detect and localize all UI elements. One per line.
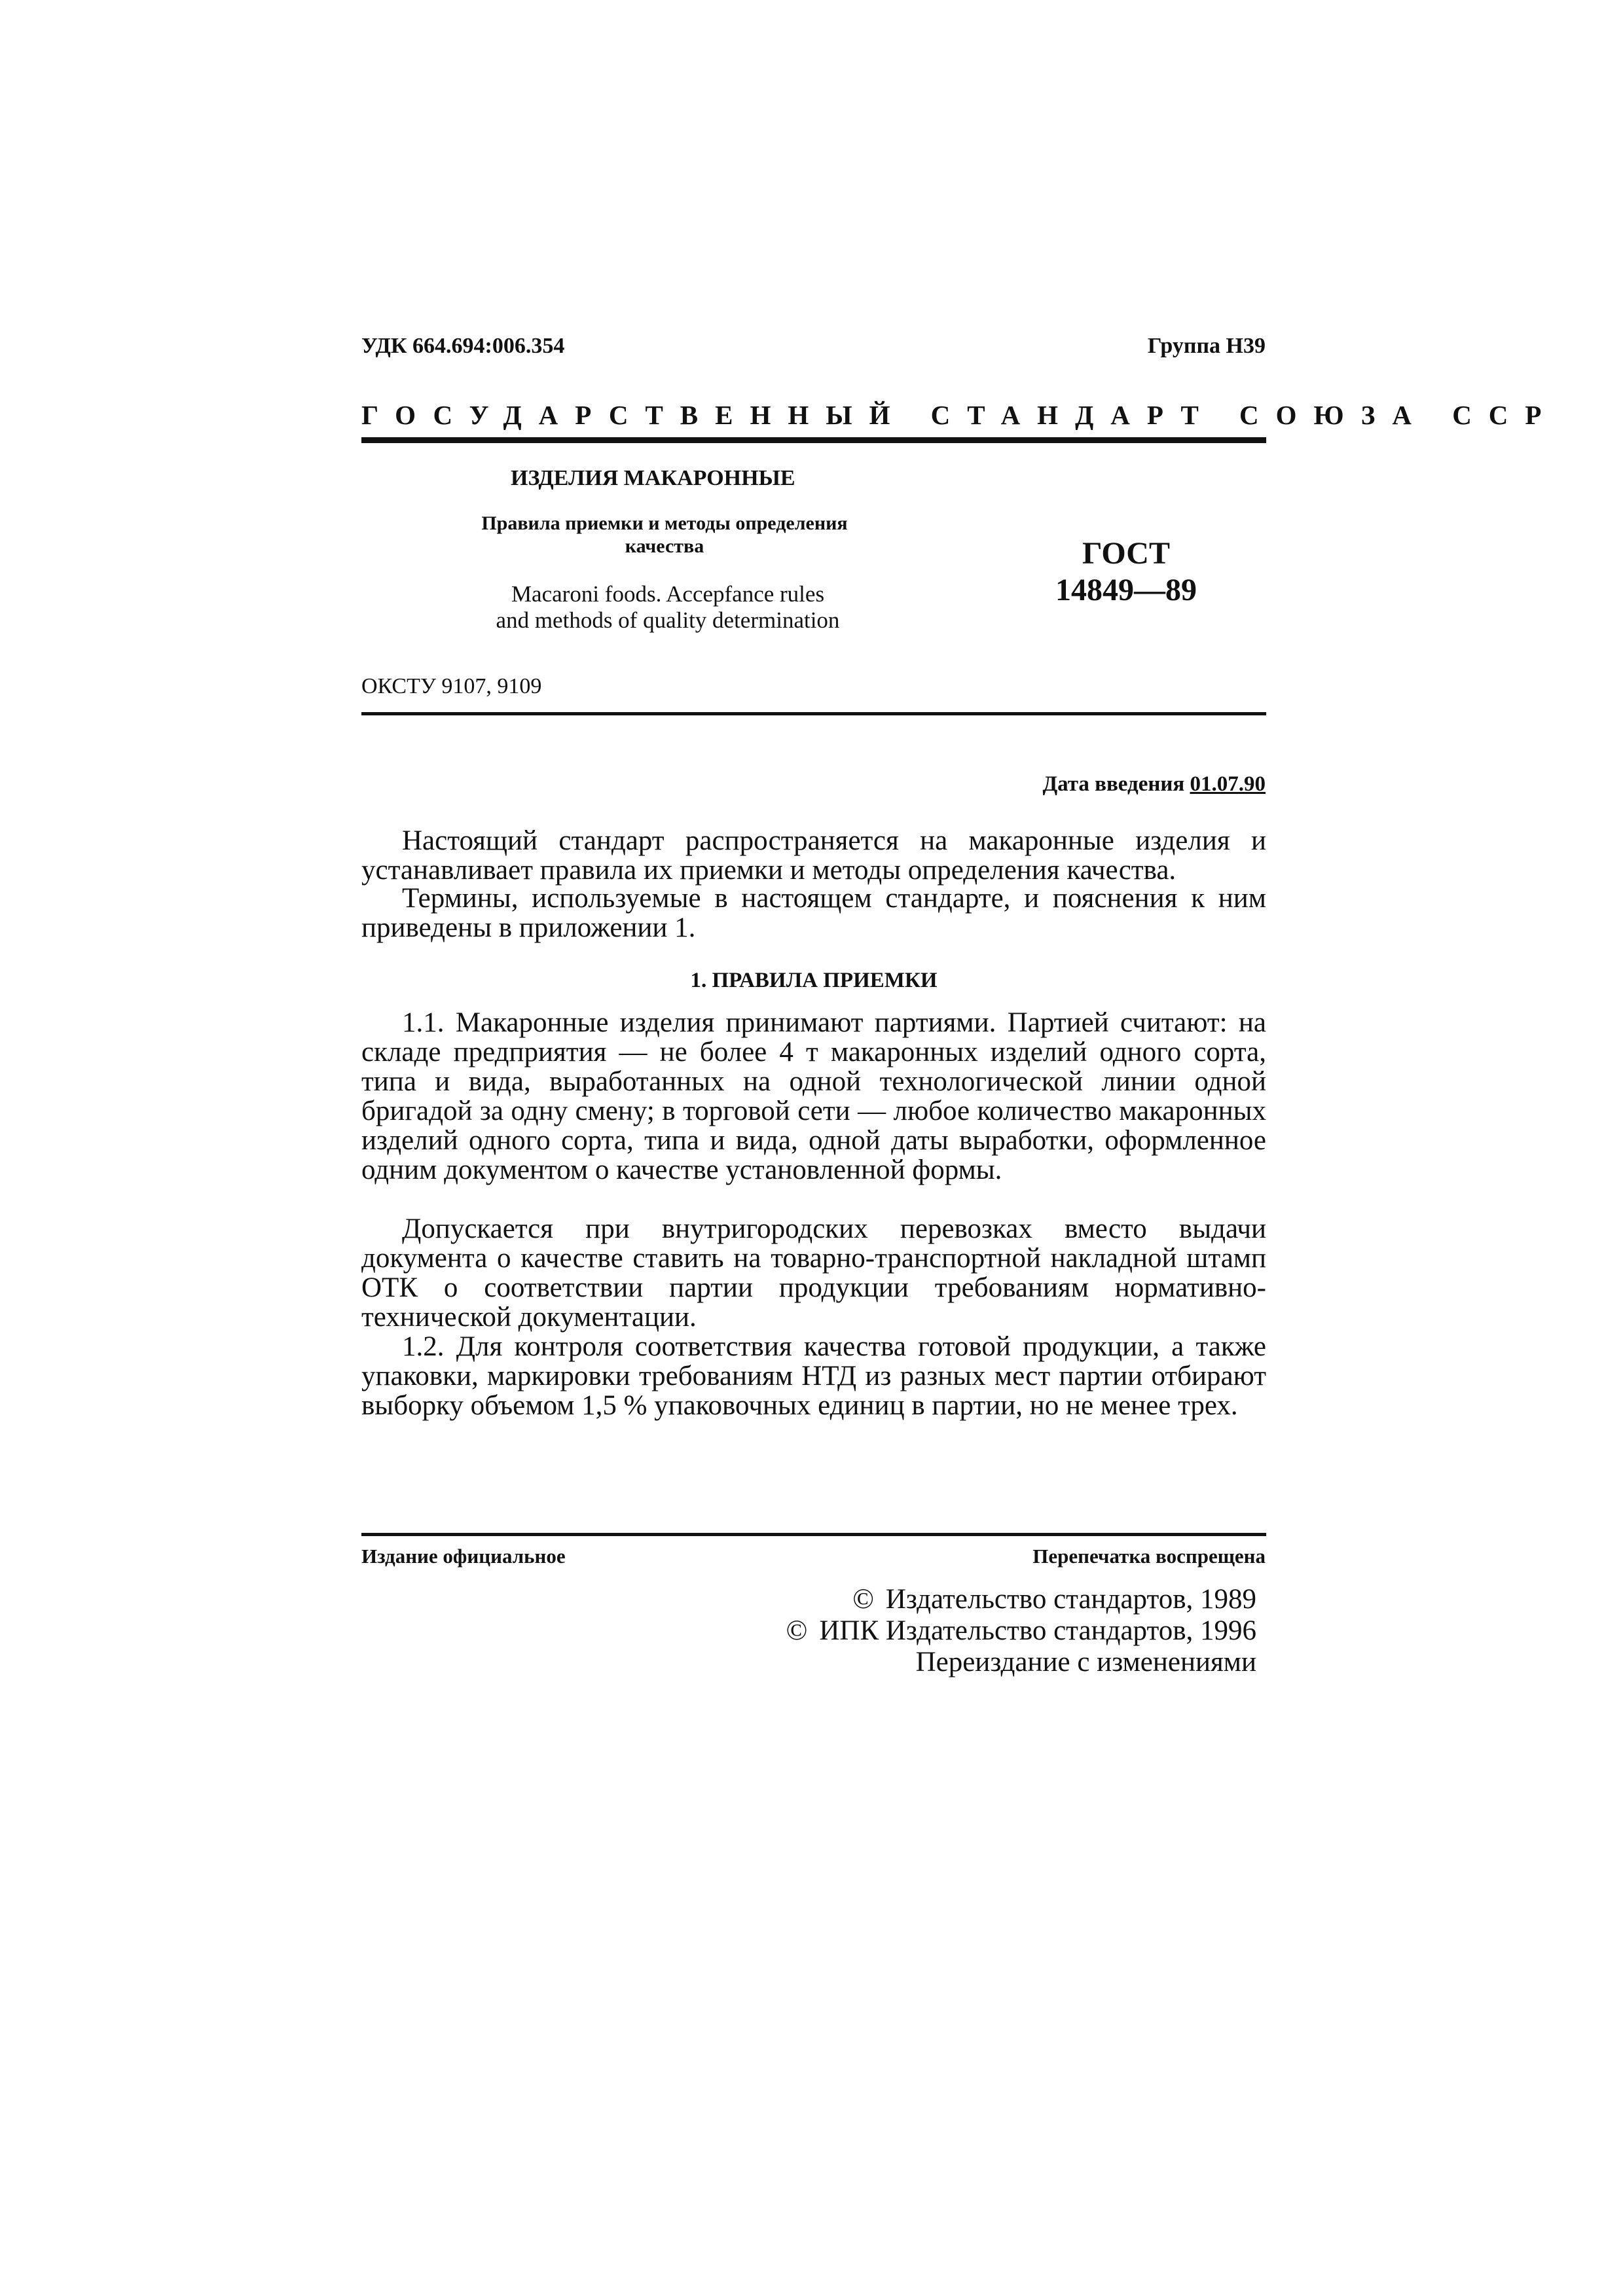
gost-label: ГОСТ <box>1082 536 1170 571</box>
header-divider <box>361 437 1266 443</box>
english-title <box>458 581 877 634</box>
section-heading: 1. ПРАВИЛА ПРИЕМКИ <box>690 969 938 992</box>
copyright-line-2 <box>786 1615 1256 1647</box>
gost-designation <box>1034 535 1218 609</box>
paragraph-1-1: 1.1. Макаронные изделия принимают партиями. Партией считают: на складе предприятия — не более 4 т макаронных изделий одного сорта, типа и вида, выработанных на одной технологической линии одной бригадой за одну смену; в торговой сети — любое количество макаронных изделий одного сорта, типа и вида, одной даты выработки, оформленное одним документом о качестве установленной формы. <box>361 1007 1266 1185</box>
english-title-line-2: and methods of quality determination <box>496 607 840 633</box>
document-subtitle <box>452 512 877 558</box>
copyright-icon: © <box>852 1584 874 1615</box>
copyright-text-1: Издательство стандартов, 1989 <box>885 1584 1256 1615</box>
paragraph-1-2: 1.2. Для контроля соответствия качества готовой продукции, а также упаковки, маркировки требованиям НТД из разных мест партии отбирают выборку объемом 1,5 % упаковочных единиц в партии, но не менее трех. <box>361 1331 1266 1421</box>
document-title: ИЗДЕЛИЯ МАКАРОННЫЕ <box>511 466 795 490</box>
introduction-date <box>1042 772 1266 797</box>
subtitle-line-2: качества <box>625 535 704 557</box>
oksty-code: ОКСТУ 9107, 9109 <box>361 674 542 698</box>
reissue-note: Переиздание с изменениями <box>915 1647 1256 1677</box>
copyright-line-1 <box>786 1584 1256 1615</box>
introduction-date-value: 01.07.90 <box>1190 772 1266 796</box>
english-title-line-1: Macaroni foods. Accepfance rules <box>511 581 825 607</box>
state-standard-heading: ГОСУДАРСТВЕННЫЙ СТАНДАРТ СОЮЗА ССР <box>361 400 1559 430</box>
paragraph-scope: Настоящий стандарт распространяется на макаронные изделия и устанавливает правила их приемки и методы определения качества. <box>361 825 1266 886</box>
gost-number: 14849—89 <box>1055 573 1197 607</box>
subtitle-line-1: Правила приемки и методы определения <box>481 512 848 534</box>
introduction-date-label: Дата введения <box>1042 772 1185 796</box>
paragraph-transport: Допускается при внутригородских перевозках вместо выдачи документа о качестве ставить на товарно-транспортной накладной штамп ОТК о соответствии партии продукции требованиям нормативно-технической документации. <box>361 1213 1266 1333</box>
copyright-icon: © <box>786 1615 808 1646</box>
copyright-text-2: ИПК Издательство стандартов, 1996 <box>819 1615 1256 1646</box>
title-block-divider <box>361 712 1266 715</box>
footer-divider <box>361 1533 1266 1536</box>
udk-code: УДК 664.694:006.354 <box>361 334 565 358</box>
reprint-prohibited: Перепечатка воспрещена <box>1032 1545 1266 1568</box>
copyright-block <box>786 1584 1256 1678</box>
official-edition: Издание официальное <box>361 1545 566 1568</box>
group-code: Группа Н39 <box>1147 334 1266 358</box>
paragraph-terms: Термины, используемые в настоящем стандарте, и пояснения к ним приведены в приложении 1. <box>361 883 1266 943</box>
